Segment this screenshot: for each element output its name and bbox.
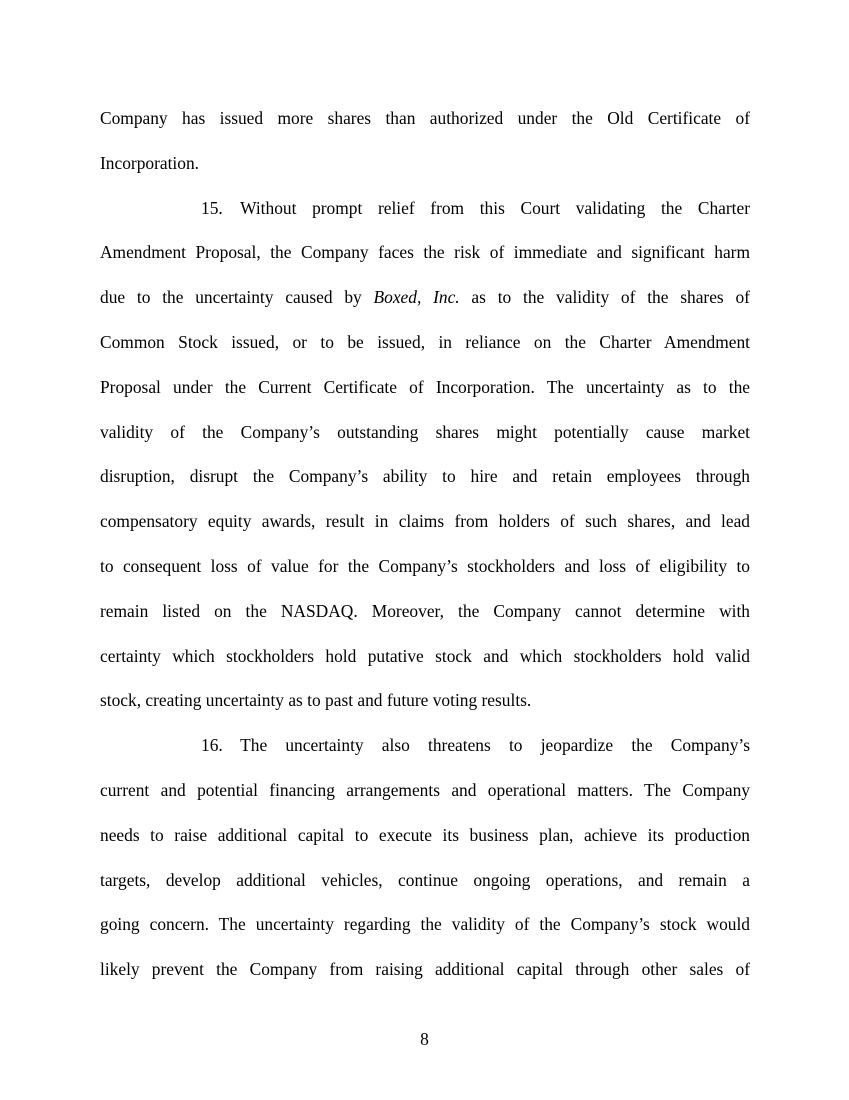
text-line: Amendment Proposal, the Company faces the risk of immediate and significant harm (100, 242, 750, 263)
text-line: current and potential financing arrangements and operational matters. The Company (100, 779, 750, 800)
text-line: compensatory equity awards, result in claims from holders of such shares, and lead (100, 511, 750, 532)
paragraph-16-first-line: 16. The uncertainty also threatens to jeopardize the Company’s (201, 735, 750, 756)
text-line: targets, develop additional vehicles, continue ongoing operations, and remain a (100, 869, 750, 890)
text-line: certainty which stockholders hold putative stock and which stockholders hold valid (100, 645, 750, 666)
text-line: Company has issued more shares than authorized under the Old Certificate of (100, 108, 750, 128)
text-line: needs to raise additional capital to execute its business plan, achieve its production (100, 824, 750, 845)
text-line: Incorporation. (100, 152, 199, 173)
text-line: remain listed on the NASDAQ. Moreover, the Company cannot determine with (100, 600, 750, 621)
text-segment: as to the validity of the shares of (471, 287, 750, 308)
document-body (100, 96, 750, 992)
text-line: likely prevent the Company from raising additional capital through other sales of (100, 959, 750, 980)
text-line: disruption, disrupt the Company’s ability to hire and retain employees through (100, 466, 750, 487)
text-line: to consequent loss of value for the Company’s stockholders and loss of eligibility to (100, 555, 750, 576)
text-line: stock, creating uncertainty as to past and future voting results. (100, 690, 532, 711)
text-line: Common Stock issued, or to be issued, in reliance on the Charter Amendment (100, 331, 750, 352)
text-line-with-case-citation (100, 275, 750, 320)
paragraph-15-first-line: 15. Without prompt relief from this Court validating the Charter (201, 197, 750, 218)
text-line: Proposal under the Current Certificate of Incorporation. The uncertainty as to the (100, 376, 750, 397)
page-number: 8 (420, 1029, 429, 1049)
text-line: validity of the Company’s outstanding shares might potentially cause market (100, 421, 750, 442)
text-line: going concern. The uncertainty regarding the validity of the Company’s stock would (100, 914, 750, 935)
case-citation: Boxed, Inc. (373, 287, 460, 308)
text-segment: due to the uncertainty caused by (100, 287, 362, 308)
